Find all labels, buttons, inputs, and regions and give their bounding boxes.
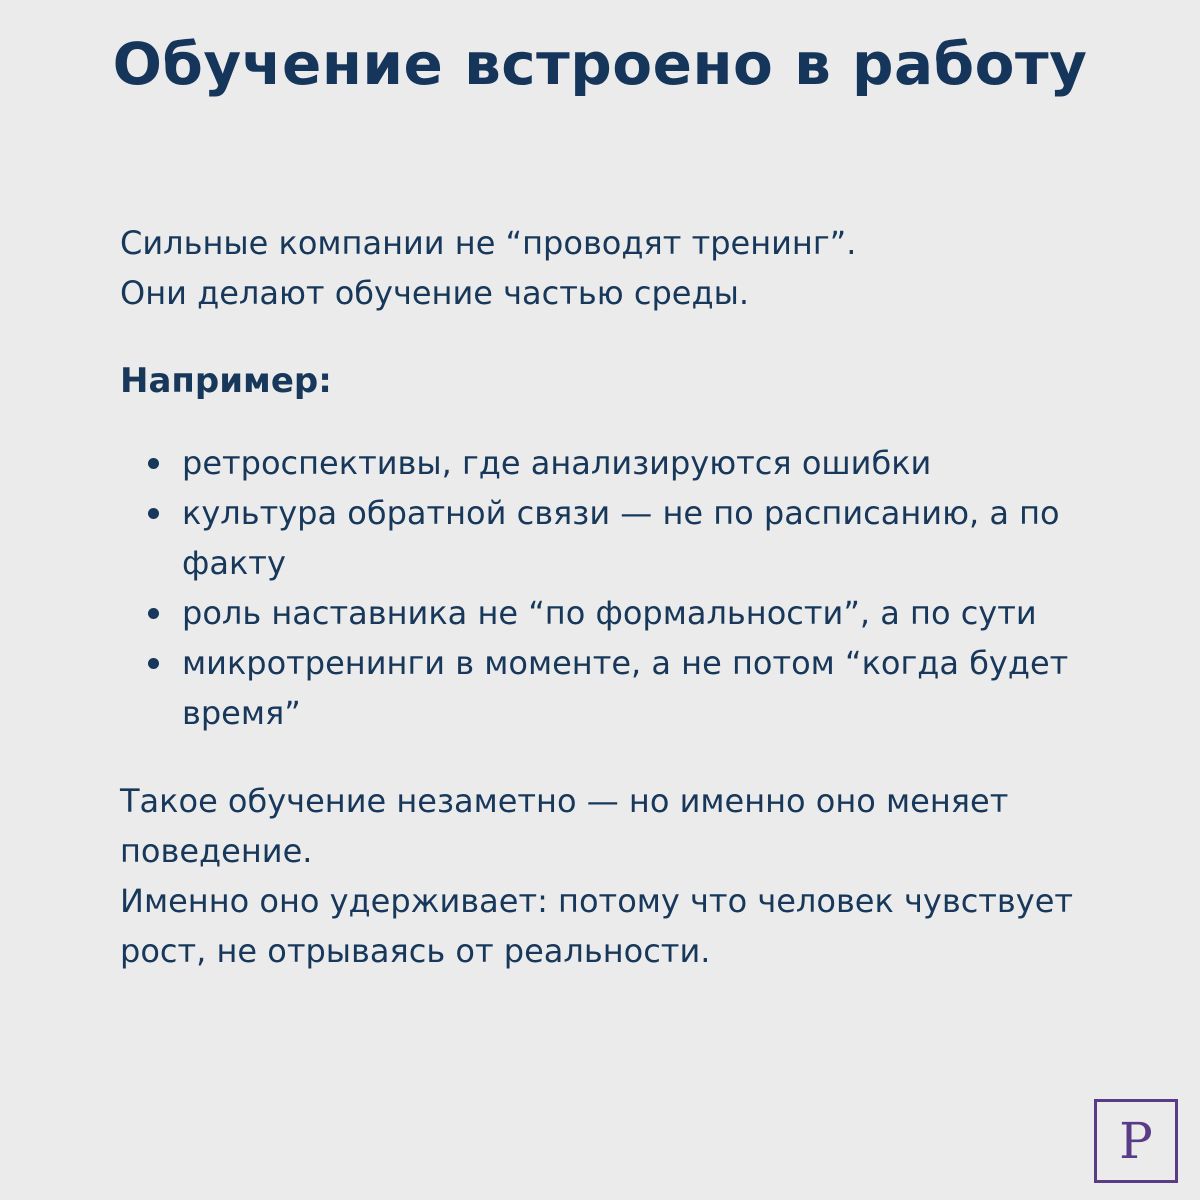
list-item bbox=[182, 488, 1080, 588]
p-letter-icon bbox=[1106, 1111, 1166, 1171]
examples-heading: Например: bbox=[120, 361, 332, 401]
page-title: Обучение встроено в работу bbox=[112, 30, 1088, 98]
list-item bbox=[182, 438, 1080, 488]
main-content bbox=[120, 218, 1080, 976]
bullet-icon bbox=[148, 658, 159, 669]
intro-line: Они делают обучение частью среды. bbox=[120, 274, 749, 312]
conclusion-paragraph bbox=[120, 776, 1080, 976]
conclusion-line: Именно оно удерживает: потому что человек чувствует рост, не отрываясь от реальности. bbox=[120, 882, 1074, 970]
list-item-text: ретроспективы, где анализируются ошибки bbox=[182, 444, 932, 482]
bullet-icon bbox=[148, 508, 159, 519]
intro-line: Сильные компании не “проводят тренинг”. bbox=[120, 224, 857, 262]
svg-text:P: P bbox=[1119, 1112, 1153, 1170]
intro-paragraph bbox=[120, 218, 1080, 318]
bullet-icon bbox=[148, 608, 159, 619]
conclusion-line: Такое обучение незаметно — но именно оно меняет поведение. bbox=[120, 782, 1009, 870]
examples-list bbox=[120, 438, 1080, 738]
list-item-text: роль наставника не “по формальности”, а по сути bbox=[182, 594, 1037, 632]
list-item-text: культура обратной связи — не по расписанию, а по факту bbox=[182, 494, 1060, 582]
list-item bbox=[182, 638, 1080, 738]
bullet-icon bbox=[148, 458, 159, 469]
brand-logo bbox=[1094, 1099, 1178, 1183]
list-item bbox=[182, 588, 1080, 638]
list-item-text: микротренинги в моменте, а не потом “когда будет время” bbox=[182, 644, 1069, 732]
